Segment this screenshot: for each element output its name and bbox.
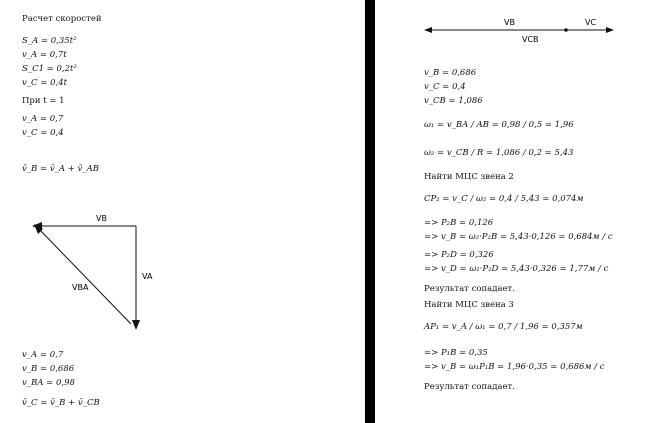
eq-vb-right: v_B = 0,686 — [424, 68, 477, 78]
eq-vb-check: => v_B = ω₂·P₂B = 5,43·0,126 = 0,684м / с — [424, 232, 613, 242]
eq-vc-t: v_C = 0,4t — [22, 78, 68, 88]
eq-ap1: AP₁ = v_A / ω₁ = 0,7 / 1,96 = 0,357м — [424, 322, 583, 332]
eq-cp2: CP₂ = v_C / ω₂ = 0,4 / 5,43 = 0,074м — [424, 194, 584, 204]
eq-p1b: => P₁B = 0,35 — [424, 348, 488, 358]
eq-vector-vb: v̄_B = v̄_A + v̄_AB — [22, 164, 99, 174]
result-match-2: Результат сопадает. — [424, 382, 515, 392]
vcb-label: VCB — [522, 35, 539, 44]
vcb-arrowhead-left — [424, 27, 432, 33]
eq-vb-final: v_B = 0,686 — [22, 364, 75, 374]
eq-vector-vc: v̄_C = v̄_B + v̄_CB — [22, 398, 100, 408]
eq-p2b: => P₂B = 0,126 — [424, 218, 494, 228]
vb-label: VB — [96, 214, 107, 223]
va-arrowhead — [132, 320, 140, 330]
eq-vc-right: v_C = 0,4 — [424, 82, 466, 92]
eq-va-t: v_A = 0,7t — [22, 50, 67, 60]
vba-label: VBA — [72, 283, 89, 292]
vc-label: VC — [585, 18, 597, 27]
velocity-line-diagram — [380, 0, 666, 60]
eq-sa: S_A = 0,35t² — [22, 36, 77, 46]
right-page — [380, 0, 666, 423]
heading-icv-link3: Найти МЦС звена 3 — [424, 300, 514, 310]
page-divider — [365, 0, 375, 423]
eq-p2d: => P₂D = 0,326 — [424, 250, 494, 260]
eq-va-final: v_A = 0,7 — [22, 350, 64, 360]
vba-vector — [38, 228, 131, 324]
eq-vba-final: v_BA = 0,98 — [22, 378, 75, 388]
vb-label-right: VB — [504, 18, 515, 27]
eq-omega2: ω₂ = v_CB / R = 1,086 / 0,2 = 5,43 — [424, 148, 574, 158]
eq-vd: => v_D = ω₂·P₂D = 5,43·0,326 = 1,77м / с — [424, 264, 609, 274]
heading-speed-calc: Расчет скоростей — [22, 14, 102, 24]
point-marker — [564, 28, 568, 32]
heading-icv-link2: Найти МЦС звена 2 — [424, 172, 514, 182]
eq-vcb-right: v_CB = 1,086 — [424, 96, 483, 106]
va-label: VA — [142, 272, 153, 281]
eq-va-value: v_A = 0,7 — [22, 114, 64, 124]
eq-vc-value: v_C = 0,4 — [22, 128, 64, 138]
result-match-1: Результат сопадает. — [424, 284, 515, 294]
eq-omega1: ω₁ = v_BA / AB = 0,98 / 0,5 = 1,96 — [424, 120, 574, 130]
eq-vb-link3: => v_B = ω₁P₁B = 1,96·0,35 = 0,686м / с — [424, 362, 605, 372]
vcb-arrowhead-right — [606, 27, 614, 33]
condition-t1: При t = 1 — [22, 96, 65, 106]
eq-sc1: S_C1 = 0,2t² — [22, 64, 77, 74]
